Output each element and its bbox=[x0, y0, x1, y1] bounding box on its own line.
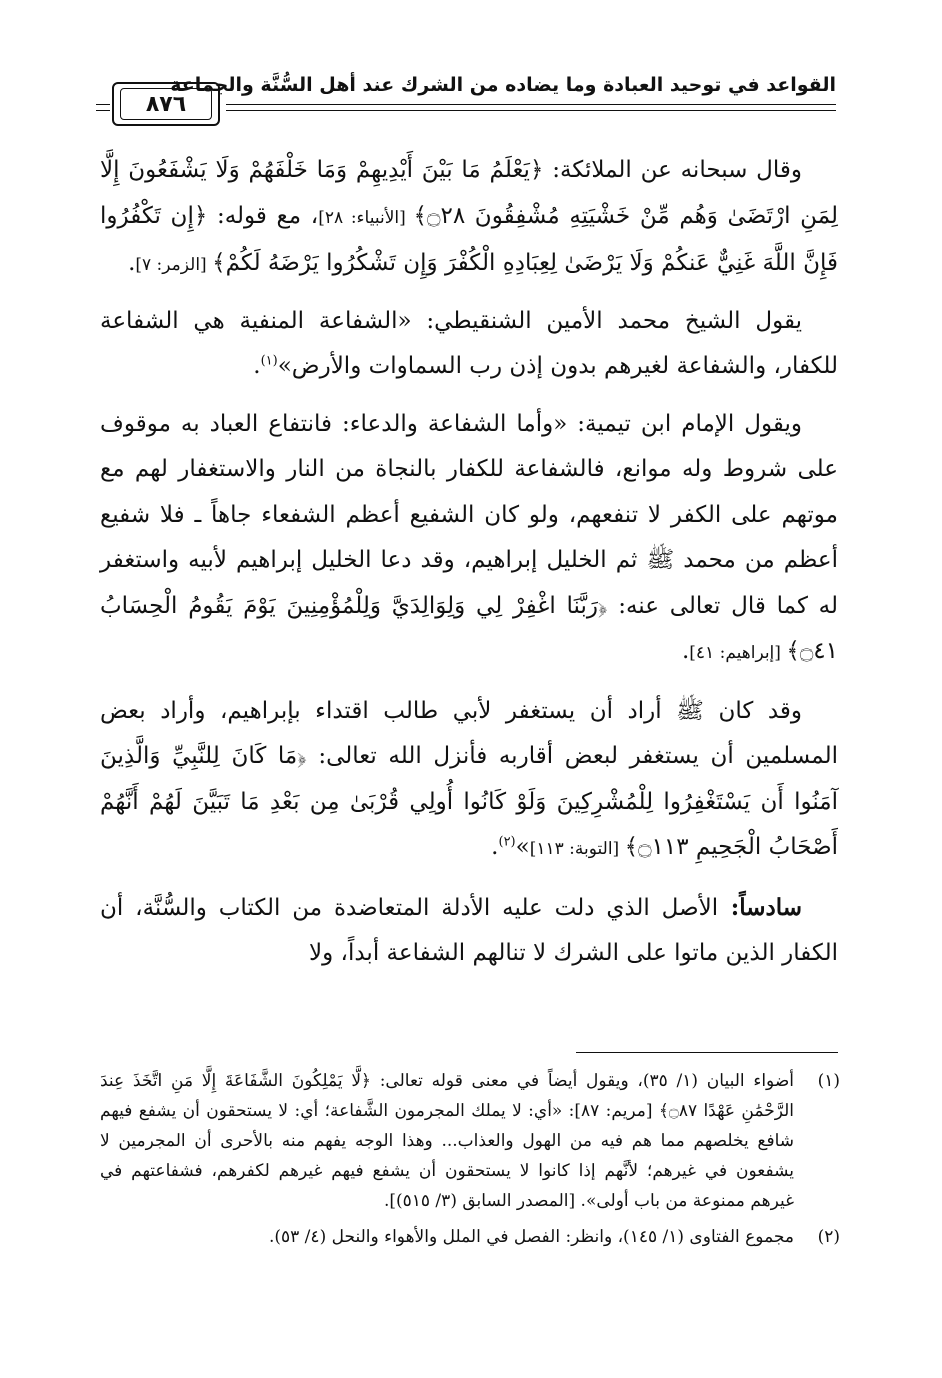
footnotes bbox=[100, 1066, 840, 1258]
footnote-text: أضواء البيان (١/ ٣٥)، ويقول أيضاً في معنى قوله تعالى: ﴿لَّا يَمْلِكُونَ الشَّفَاعَةَ إِلَّا مَنِ اتَّخَذَ عِندَ الرَّحْمَٰنِ عَهْدًا ۝٨٧﴾ [مريم: ٨٧]: «أي: لا يملك المجرمون الشَّفاعة؛ أي: لا يستحقون أن يشفع فيهم شافع يخلصهم مما هم فيه من الهول والعذاب... وهذا الوجه يفهم منه بالأحرى أن المجرمين لا يشفعون في غيرهم؛ لأنَّهم إذا كانوا لا يستحقون أن يشفع فيهم غيرهم لكفرهم، فشفاعتهم في غيرهم ممنوعة من باب أولى». [المصدر السابق (٣/ ٥١٥)]. bbox=[100, 1071, 794, 1211]
footnote-marker: (٢) bbox=[498, 834, 516, 850]
paragraph bbox=[100, 689, 838, 873]
paragraph-text: . bbox=[128, 250, 136, 276]
paragraph-text: . bbox=[681, 638, 690, 664]
section-lead: سادساً: bbox=[718, 893, 802, 921]
paragraph bbox=[100, 885, 838, 977]
header-rule bbox=[96, 110, 110, 111]
header-rule bbox=[96, 104, 110, 105]
footnote-text: مجموع الفتاوى (١/ ١٤٥)، وانظر: الفصل في الملل والأهواء والنحل (٤/ ٥٣). bbox=[268, 1227, 794, 1247]
header-rule bbox=[226, 110, 836, 111]
footnote bbox=[100, 1066, 840, 1216]
paragraph bbox=[100, 148, 838, 289]
verse-reference: [التوبة: ١١٣] bbox=[529, 839, 625, 859]
verse-reference: [الزمر: ٧] bbox=[135, 255, 213, 275]
verse-reference: [الأنبياء: ٢٨] bbox=[318, 207, 414, 228]
paragraph-text: ، مع قوله: bbox=[207, 202, 319, 229]
paragraph-text: » bbox=[515, 834, 530, 860]
quran-verse: ﴿رَبَّنَا اغْفِرْ لِي وَلِوَالِدَيَّ وَلِلْمُؤْمِنِينَ يَوْمَ يَقُومُ الْحِسَابُ ۝٤١﴾ bbox=[100, 592, 838, 664]
page-number: ٨٧٦ bbox=[120, 88, 212, 120]
paragraph-text: ويقول الإمام ابن تيمية: «وأما الشفاعة والدعاء: فانتفاع العباد به موقوف على شروط وله موانع، فالشفاعة للكفار بالنجاة من النار والاستغفار لهم مع موتهم على الكفر لا تنفعهم، ولو كان الشفيع أعظم الشفعاء جاهاً ـ فلا شفيع أعظم من محمد ﷺ ثم الخليل إبراهيم، وقد دعا الخليل إبراهيم لأبيه واستغفر له كما قال تعالى عنه: bbox=[100, 410, 839, 619]
paragraph bbox=[100, 402, 838, 677]
footnote bbox=[100, 1222, 840, 1252]
paragraph-text: . bbox=[491, 834, 499, 860]
footnote-marker: (١) bbox=[260, 353, 278, 369]
running-title: القواعد في توحيد العبادة وما يضاده من الشرك عند أهل السُّنَّة والجماعة bbox=[170, 74, 836, 96]
quran-verse: ﴿إِن تَكْفُرُوا فَإِنَّ اللَّهَ غَنِيٌّ عَنكُمْ وَلَا يَرْضَىٰ لِعِبَادِهِ الْكُفْرَ وَإِن تَشْكُرُوا يَرْضَهُ لَكُمْ﴾ bbox=[100, 202, 838, 276]
footnote-number: (٢) bbox=[817, 1227, 840, 1247]
paragraph-text: وقد كان ﷺ أراد أن يستغفر لأبي طالب اقتداء بإبراهيم، وأراد بعض المسلمين أن يستغفر لبعض أقاربه فأنزل الله تعالى: bbox=[100, 697, 838, 769]
paragraph-text: . bbox=[253, 353, 261, 379]
paragraph bbox=[100, 299, 838, 390]
paragraph-text: يقول الشيخ محمد الأمين الشنقيطي: «الشفاعة المنفية هي الشفاعة للكفار، والشفاعة لغيرهم بدون إذن رب السماوات والأرض» bbox=[100, 307, 838, 379]
page-header bbox=[96, 70, 836, 130]
quran-verse: ﴿مَا كَانَ لِلنَّبِيِّ وَالَّذِينَ آمَنُوا أَن يَسْتَغْفِرُوا لِلْمُشْرِكِينَ وَلَوْ كَانُوا أُولِي قُرْبَىٰ مِن بَعْدِ مَا تَبَيَّنَ لَهُمْ أَنَّهُمْ أَصْحَابُ الْجَحِيمِ ۝١١٣﴾ bbox=[100, 743, 838, 860]
quran-verse: ﴿يَعْلَمُ مَا بَيْنَ أَيْدِيهِمْ وَمَا خَلْفَهُمْ وَلَا يَشْفَعُونَ إِلَّا لِمَنِ ارْتَضَىٰ وَهُم مِّنْ خَشْيَتِهِ مُشْفِقُونَ ۝٢٨﴾ bbox=[100, 157, 838, 229]
header-rule bbox=[226, 104, 836, 105]
page-number-frame bbox=[112, 82, 220, 126]
verse-reference: [إبراهيم: ٤١] bbox=[689, 643, 787, 663]
paragraph-text: وقال سبحانه عن الملائكة: bbox=[543, 157, 802, 183]
paragraph-text: الأصل الذي دلت عليه الأدلة المتعاضدة من الكتاب والسُّنَّة، أن الكفار الذين ماتوا على الشرك لا تنالهم الشفاعة أبداً، ولا bbox=[100, 894, 838, 966]
footnote-separator bbox=[576, 1052, 838, 1053]
main-text bbox=[100, 148, 838, 989]
footnote-number: (١) bbox=[817, 1071, 840, 1091]
